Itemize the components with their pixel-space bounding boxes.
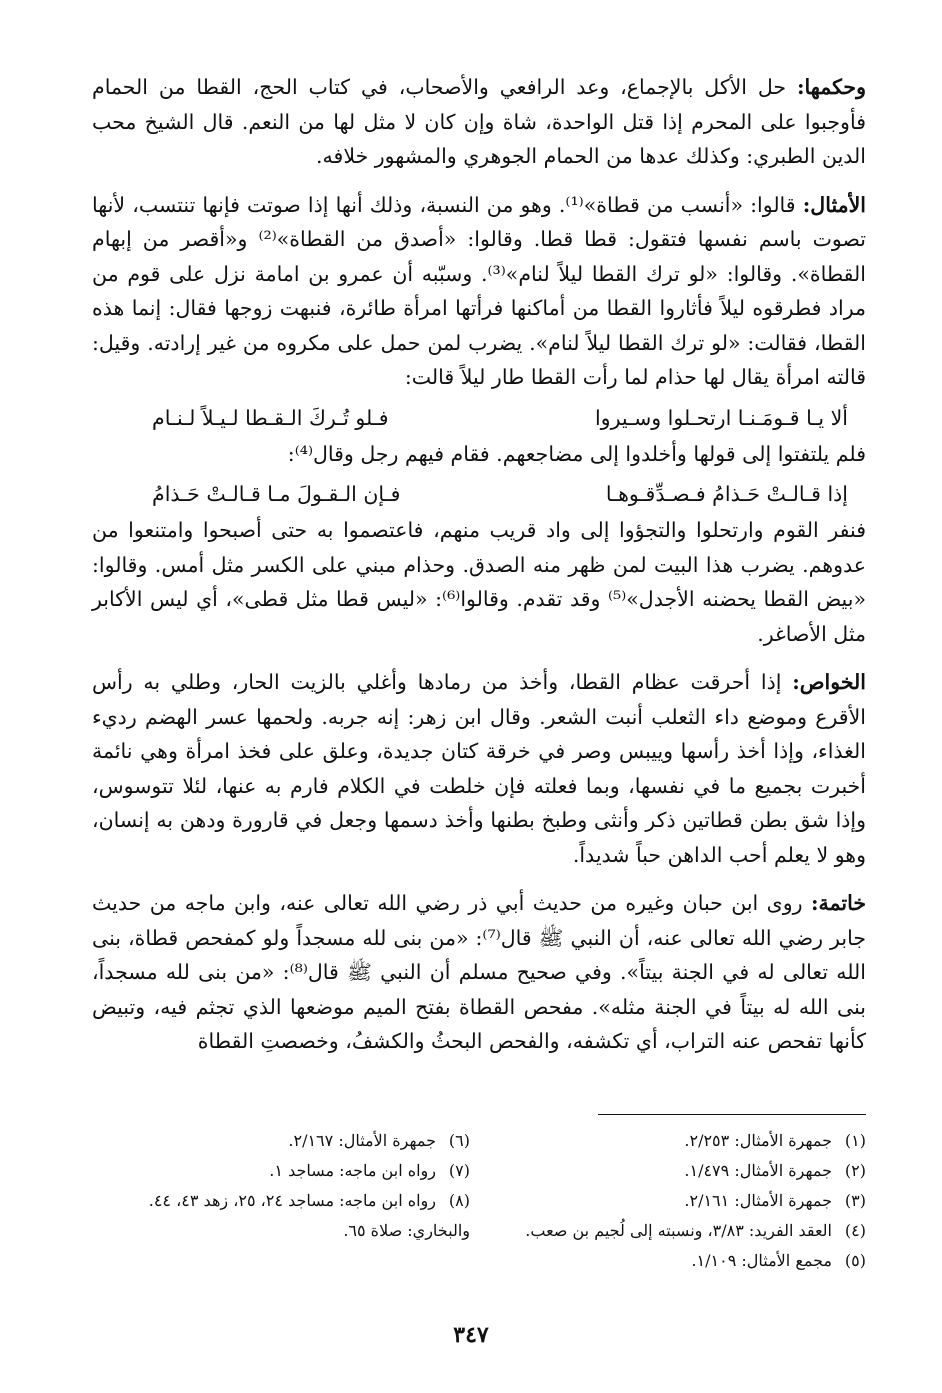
footnote-2-text: جمهرة الأمثال: ١/٤٧٩.: [684, 1161, 832, 1180]
verse-2-second-hemistich: فـإن الـقـولَ مـا قـالـتْ حَـذامُ: [152, 482, 401, 506]
paragraph-proverbs: [92, 188, 866, 395]
page-body: [92, 70, 866, 1073]
heading-ruling: وحكمها:: [796, 75, 866, 99]
footnote-separator: [598, 1114, 866, 1115]
footnote-2-number: (٢): [844, 1161, 866, 1180]
footnote-2: [488, 1156, 866, 1186]
footnote-7: [92, 1156, 470, 1186]
paragraph-ruling-text: حل الأكل بالإجماع، وعد الرافعي والأصحاب، في كتاب الحج، القطا من الحمام فأوجبوا على المحرم إذا قتل الواحدة، شاة وإن كان لا مثل لها من النعم. قال الشيخ محب الدين الطبري: وكذلك عدها من الحمام الجوهري والمشهور خلافه.: [92, 75, 866, 168]
footnote-5: [488, 1246, 866, 1276]
page-number: ٣٤٧: [453, 1322, 489, 1348]
footnote-6-number: (٦): [448, 1131, 470, 1150]
footnote-3: [488, 1186, 866, 1216]
paragraph-conclusion: [92, 886, 866, 1059]
heading-conclusion: خاتمة:: [810, 891, 866, 915]
footnote-5-number: (٥): [844, 1251, 866, 1270]
verse-1: [152, 399, 848, 437]
footnote-3-number: (٣): [844, 1191, 866, 1210]
paragraph-proverbs-continued: فنفر القوم وارتحلوا والتجؤوا إلى واد قريب منهم، فاعتصموا به حتى أصبحوا وامتنعوا من عدوهم. يضرب هذا البيت لمن ظهر منه الصدق. وحذام مبني على الكسر مثل أمس. وقالوا: «بيض القطا يحضنه الأجدل»⁽⁵⁾ وقد تقدم. وقالوا⁽⁶⁾: «ليس قطا مثل قطى»، أي ليس الأكابر مثل الأصاغر.: [92, 518, 866, 646]
paragraph-properties-text: إذا أحرقت عظام القطا، وأخذ من رمادها وأغلي بالزيت الحار، وطلي به رأس الأقرع وموضع داء الثعلب أنبت الشعر. وقال ابن زهر: إنه جربه. ولحمها عسر الهضم رديء الغذاء، وإذا أخذ رأسها وييبس وصر في خرقة كتان جديدة، وعلق على فخذ امرأة وهي نائمة أخبرت بجميع ما في نفسها، وبما فعلته فإن خلطت في الكلام فارم به عنها، لئلا تتوسوس، وإذا شق بطن قطاتين ذكر وأنثى وطبخ بطنها وأخذ دسمها وجعل في قارورة ودهن به إنسان، وهو لا يعلم أحب الداهن حباً شديداً.: [92, 670, 866, 867]
paragraph-ruling: [92, 70, 866, 174]
footnote-6-text: جمهرة الأمثال: ٢/١٦٧.: [288, 1131, 436, 1150]
footnote-6: [92, 1126, 470, 1156]
heading-proverbs: الأمثال:: [802, 192, 866, 217]
footnote-1-number: (١): [844, 1131, 866, 1150]
footnote-8-text: رواه ابن ماجه: مساجد ٢٤، ٢٥، زهد ٤٣، ٤٤. والبخاري: صلاة ٦٥.: [148, 1191, 470, 1240]
footnote-5-text: مجمع الأمثال: ١/١٠٩.: [691, 1251, 832, 1270]
footnote-1: [488, 1126, 866, 1156]
footnotes-left-column: [92, 1126, 488, 1276]
footnote-4: [488, 1216, 866, 1246]
footnote-8-number: (٨): [448, 1191, 470, 1210]
verse-2: [152, 475, 848, 513]
footnote-8: [92, 1186, 470, 1246]
footnotes: [92, 1126, 866, 1276]
footnote-3-text: جمهرة الأمثال: ٢/١٦١.: [684, 1191, 832, 1210]
paragraph-properties: [92, 665, 866, 872]
paragraph-proverbs-text: قالوا: «أنسب من قطاة»⁽¹⁾. وهو من النسبة، وذلك أنها إذا صوتت فإنها تنتسب، لأنها تصوت باسم نفسها فتقول: قطا قطا. وقالوا: «أصدق من القطاة»⁽²⁾ و«أقصر من إبهام القطاة». وقالوا: «لو ترك القطا ليلاً لنام»⁽³⁾. وسبّبه أن عمرو بن امامة نزل على قوم من مراد فطرقوه ليلاً فأثاروا القطا من أماكنها فرأتها امرأة طائرة، فنبهت زوجها فقال: إنما هذه القطا، فقالت: «لو ترك القطا ليلاً لنام». يضرب لمن حمل على مكروه من غير إرادته. وقيل: قالته امرأة يقال لها حذام لما رأت القطا طار ليلاً قالت:: [92, 192, 867, 389]
footnote-1-text: جمهرة الأمثال: ٢/٢٥٣.: [684, 1131, 832, 1150]
verse-2-first-hemistich: إذا قـالـتْ حَـذامُ فـصـدِّقـوهـا: [605, 482, 848, 506]
footnote-7-number: (٧): [448, 1161, 470, 1180]
footnote-4-text: العقد الفريد: ٣/٨٣، ونسبته إلى لُجيم بن صعب.: [525, 1221, 832, 1240]
footnote-7-text: رواه ابن ماجه: مساجد ١.: [269, 1161, 436, 1180]
heading-properties: الخواص:: [792, 670, 866, 694]
footnote-4-number: (٤): [844, 1221, 866, 1240]
paragraph-conclusion-text: روى ابن حبان وغيره من حديث أبي ذر رضي الله تعالى عنه، وابن ماجه من حديث جابر رضي الله تعالى عنه، أن النبي ﷺ قال⁽⁷⁾: «من بنى لله مسجداً ولو كمفحص قطاة، بنى الله تعالى له في الجنة بيتاً». وفي صحيح مسلم أن النبي ﷺ قال⁽⁸⁾: «من بنى لله مسجداً، بنى الله له بيتاً في الجنة مثله». مفحص القطاة بفتح الميم موضعها الذي تجثم فيه، وتبيض كأنها تفحص عنه التراب، أي تكشفه، والفحص البحثُ والكشفُ، وخصصتِ القطاة: [92, 891, 866, 1053]
footnotes-right-column: [488, 1126, 866, 1276]
verse-1-second-hemistich: فـلو تُـركَ الـقـطا لـيـلاً لـنـام: [152, 405, 389, 430]
verse-1-first-hemistich: ألا يـا قـومَـنـا ارتحـلوا وسـيروا: [594, 405, 848, 430]
verse-1-followup: فلم يلتفتوا إلى قولها وأخلدوا إلى مضاجعهم. فقام فيهم رجل وقال⁽⁴⁾:: [287, 441, 866, 466]
